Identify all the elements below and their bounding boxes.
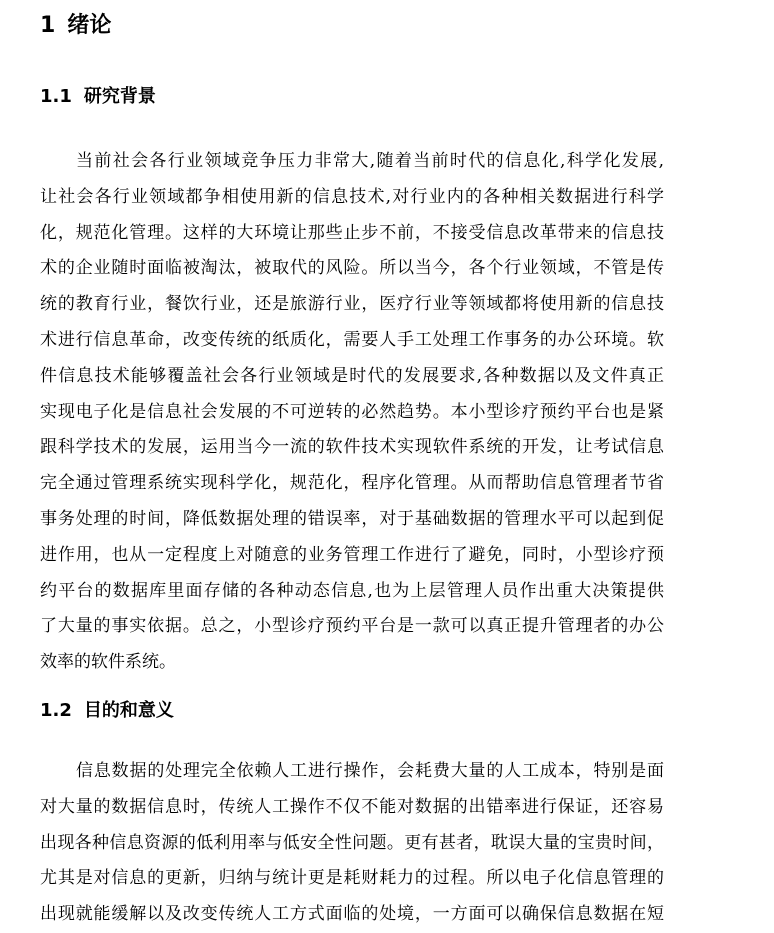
chapter-heading <box>40 10 111 42</box>
chapter-number: 1 <box>40 13 56 38</box>
text-line: 出现就能缓解以及改变传统人工方式面临的处境，一方面可以确保信息数据在短 <box>40 904 664 925</box>
text-line: 跟科学技术的发展，运用当今一流的软件技术实现软件系统的开发，让考试信息 <box>40 437 664 458</box>
chapter-title: 绪论 <box>67 13 112 38</box>
text-line: 对大量的数据信息时，传统人工操作不仅不能对数据的出错率进行保证，还容易 <box>40 796 664 817</box>
paragraph-research-background <box>40 144 664 681</box>
text-line: 出现各种信息资源的低利用率与低安全性问题。更有甚者，耽误大量的宝贵时间， <box>40 832 664 853</box>
text-line: 统的教育行业，餐饮行业，还是旅游行业，医疗行业等领域都将使用新的信息技 <box>40 294 664 315</box>
section-title: 研究背景 <box>83 86 156 107</box>
text-line: 当前社会各行业领域竞争压力非常大,随着当前时代的信息化,科学化发展, <box>76 151 664 171</box>
text-line: 件信息技术能够覆盖社会各行业领域是时代的发展要求,各种数据以及文件真正 <box>40 365 664 386</box>
text-line: 化，规范化管理。这样的大环境让那些止步不前，不接受信息改革带来的信息技 <box>40 222 664 243</box>
text-line: 了大量的事实依据。总之，小型诊疗预约平台是一款可以真正提升管理者的办公 <box>40 616 664 637</box>
text-line: 实现电子化是信息社会发展的不可逆转的必然趋势。本小型诊疗预约平台也是紧 <box>40 401 664 422</box>
text-line: 效率的软件系统。 <box>40 652 176 673</box>
text-line: 让社会各行业领域都争相使用新的信息技术,对行业内的各种相关数据进行科学 <box>40 186 664 207</box>
section-title: 目的和意义 <box>83 700 174 721</box>
section-number: 1.2 <box>40 700 72 721</box>
text-line: 术进行信息革命，改变传统的纸质化，需要人手工处理工作事务的办公环境。软 <box>40 329 664 350</box>
text-line: 事务处理的时间，降低数据处理的错误率，对于基础数据的管理水平可以起到促 <box>40 508 664 529</box>
text-line: 约平台的数据库里面存储的各种动态信息,也为上层管理人员作出重大决策提供 <box>40 580 664 601</box>
text-line: 进作用，也从一定程度上对随意的业务管理工作进行了避免，同时，小型诊疗预 <box>40 544 664 565</box>
section-number: 1.1 <box>40 86 72 107</box>
section-heading-purpose-significance <box>40 697 174 725</box>
text-line: 尤其是对信息的更新，归纳与统计更是耗财耗力的过程。所以电子化信息管理的 <box>40 868 664 889</box>
paragraph-purpose-significance <box>40 754 664 933</box>
section-heading-research-background <box>40 83 156 111</box>
text-line: 完全通过管理系统实现科学化，规范化，程序化管理。从而帮助信息管理者节省 <box>40 473 664 494</box>
text-line: 信息数据的处理完全依赖人工进行操作，会耗费大量的人工成本，特别是面 <box>76 761 664 781</box>
text-line: 术的企业随时面临被淘汰，被取代的风险。所以当今，各个行业领域，不管是传 <box>40 258 664 279</box>
